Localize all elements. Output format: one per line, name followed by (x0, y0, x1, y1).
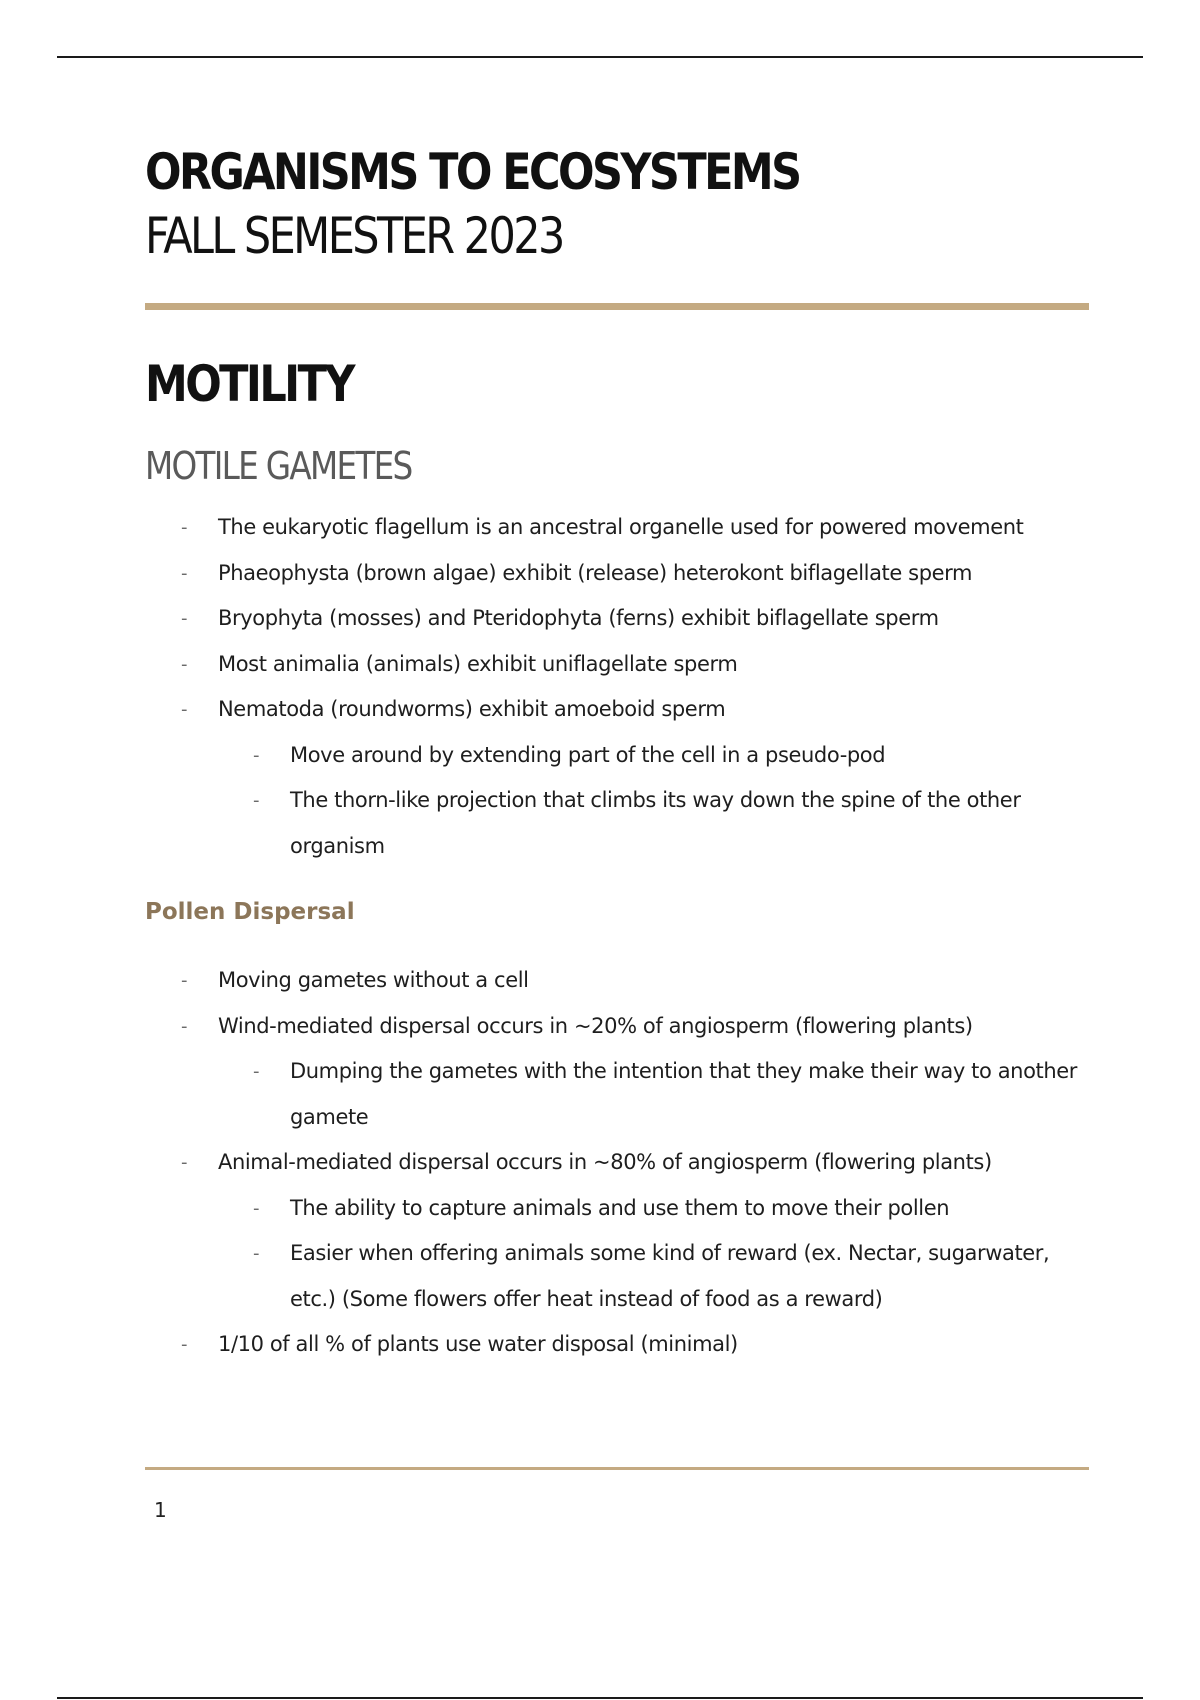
header-divider (145, 303, 1089, 310)
document-header (145, 140, 1090, 268)
section-heading: MOTILITY (145, 355, 353, 413)
list-item-text: Dumping the gametes with the intention that they make their way to another gamete (290, 1059, 1078, 1129)
list-item (145, 958, 1090, 1004)
pollen-dispersal-heading: Pollen Dispersal (145, 899, 355, 925)
bullet-marker: - (181, 517, 188, 538)
bullet-marker: - (181, 1334, 188, 1355)
bullet-marker: - (181, 608, 188, 629)
bullet-marker: - (181, 562, 188, 584)
page-number: 1 (154, 1498, 167, 1522)
list-item-text: Animal-mediated dispersal occurs in ~80% of angiosperm (flowering plants) (218, 1150, 992, 1174)
bullet-marker: - (253, 744, 260, 766)
sub-list-item (145, 1231, 1090, 1322)
bullet-marker: - (253, 1243, 260, 1264)
bullet-marker: - (253, 1197, 260, 1219)
list-item (145, 596, 1090, 642)
list-item-text: Wind-mediated dispersal occurs in ~20% of angiosperm (flowering plants) (218, 1013, 973, 1038)
list-item-text: Phaeophysta (brown algae) exhibit (release) heterokont biflagellate sperm (218, 560, 973, 585)
sub-list-item (145, 1186, 1090, 1232)
bullet-marker: - (253, 1061, 260, 1082)
list-item-text: 1/10 of all % of plants use water disposal (minimal) (218, 1332, 738, 1356)
bullet-marker: - (181, 1015, 188, 1037)
list-item (145, 1004, 1090, 1050)
bullet-marker: - (181, 699, 188, 720)
document-title: ORGANISMS TO ECOSYSTEMS (145, 143, 800, 201)
bottom-page-border (57, 1697, 1143, 1699)
document-subtitle: FALL SEMESTER 2023 (145, 207, 563, 265)
list-item (145, 1140, 1090, 1186)
list-item-text: Most animalia (animals) exhibit uniflagellate sperm (218, 651, 738, 676)
list-item-text: The eukaryotic flagellum is an ancestral organelle used for powered movement (218, 515, 1024, 539)
list-item (145, 642, 1090, 688)
bullet-marker: - (181, 1152, 188, 1173)
pollen-dispersal-list (145, 958, 1090, 1368)
list-item-text: The thorn-like projection that climbs its way down the spine of the other organism (290, 788, 1021, 858)
list-item-text: Move around by extending part of the cell in a pseudo-pod (290, 742, 886, 767)
subsection-heading: MOTILE GAMETES (145, 444, 412, 488)
bullet-marker: - (253, 790, 260, 811)
motile-gametes-list (145, 505, 1090, 869)
list-item (145, 551, 1090, 597)
list-item-text: Bryophyta (mosses) and Pteridophyta (ferns) exhibit biflagellate sperm (218, 606, 939, 630)
list-item (145, 505, 1090, 551)
footer-divider (145, 1467, 1089, 1470)
top-page-border (57, 56, 1143, 58)
list-item (145, 687, 1090, 733)
list-item-text: Moving gametes without a cell (218, 968, 529, 992)
bullet-marker: - (181, 970, 188, 991)
sub-list-item (145, 733, 1090, 779)
bullet-marker: - (181, 653, 188, 675)
sub-list-item (145, 1049, 1090, 1140)
sub-list-item (145, 778, 1090, 869)
list-item (145, 1322, 1090, 1368)
list-item-text: Easier when offering animals some kind of reward (ex. Nectar, sugarwater, etc.) (Some flowers offer heat instead of food as a reward) (290, 1241, 1050, 1311)
list-item-text: Nematoda (roundworms) exhibit amoeboid sperm (218, 697, 726, 721)
list-item-text: The ability to capture animals and use them to move their pollen (290, 1195, 950, 1220)
